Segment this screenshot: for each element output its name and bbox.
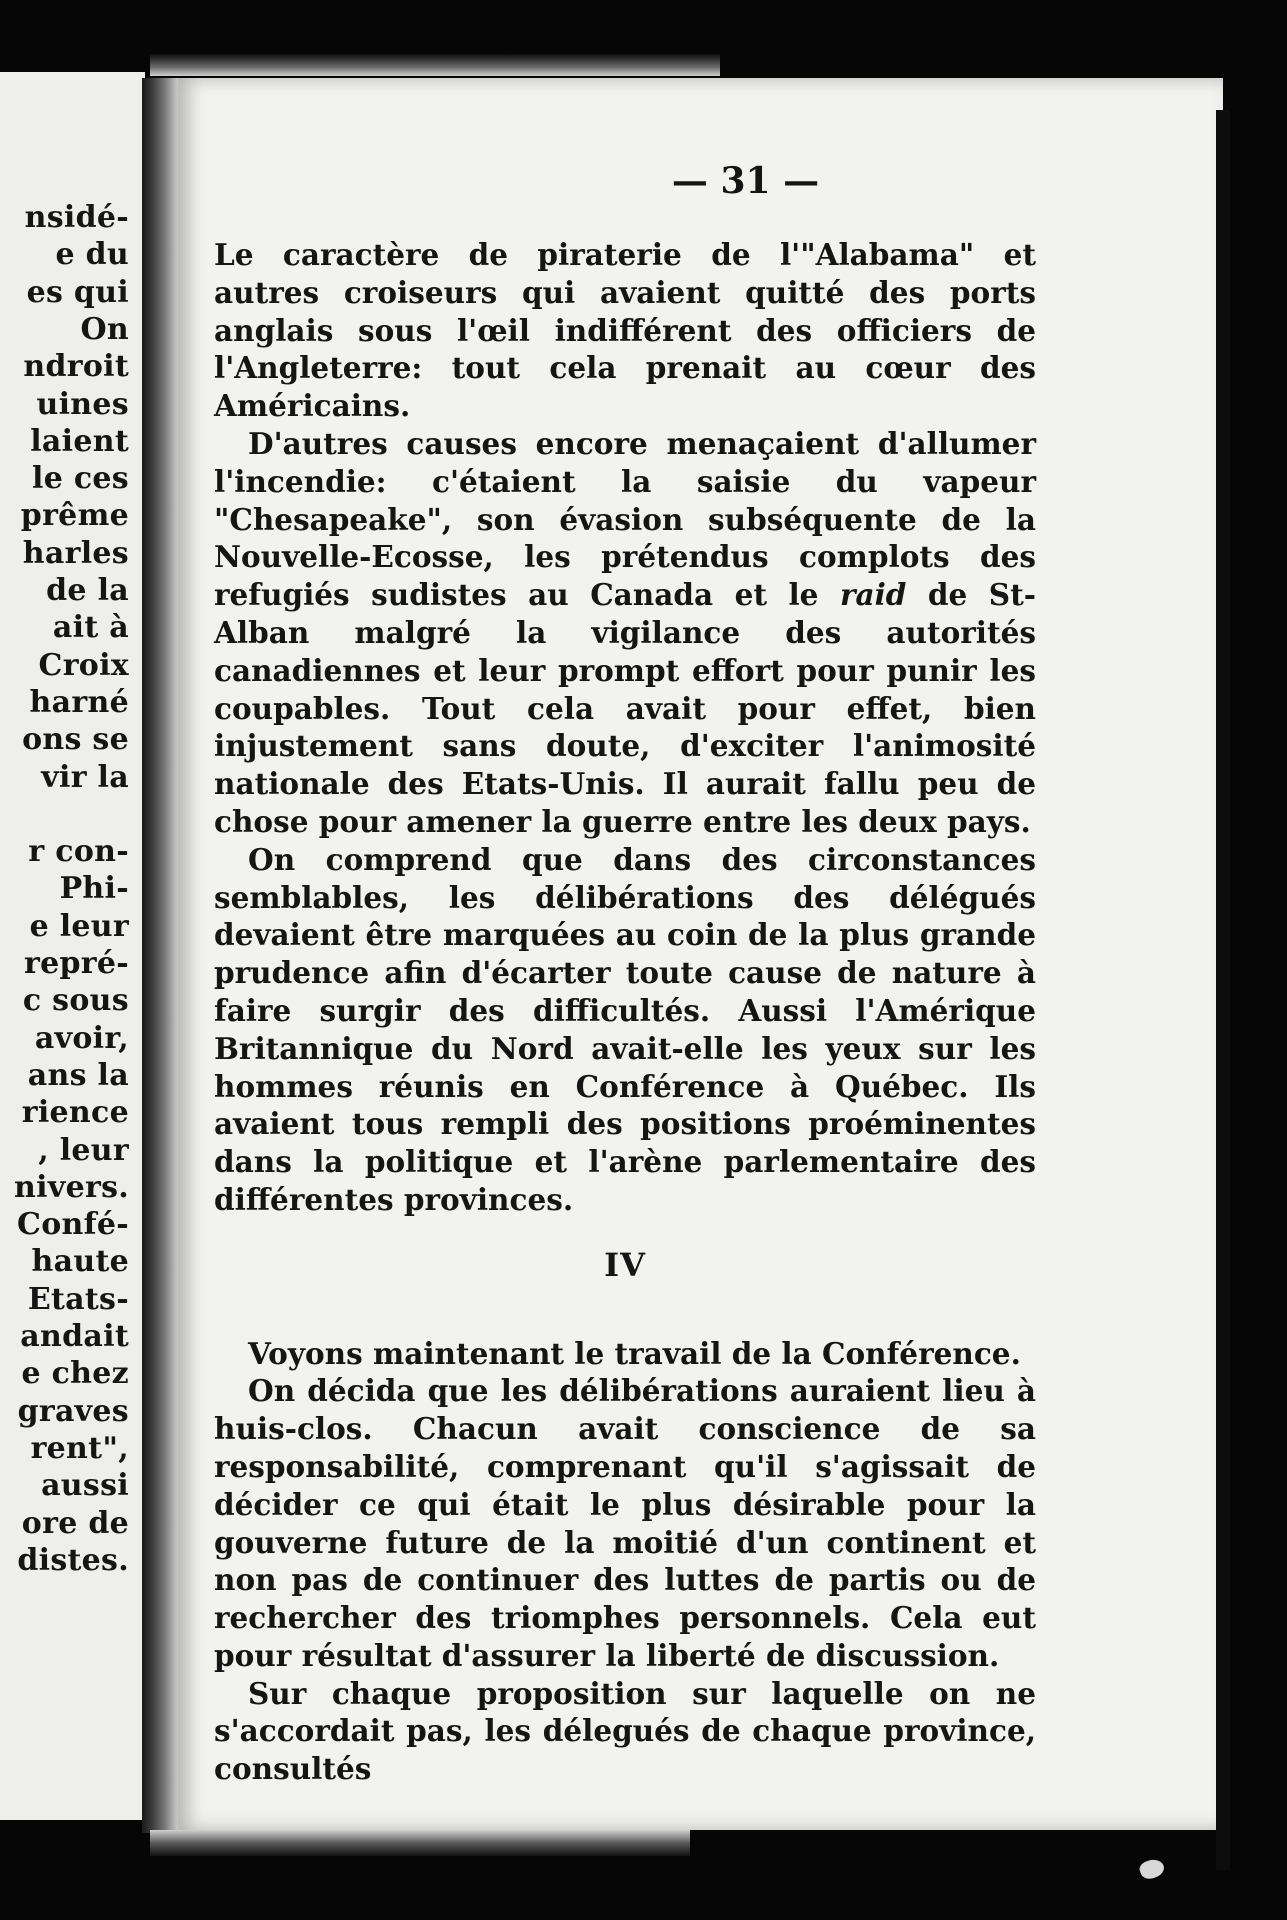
left-page-line-fragment: laient (30, 423, 129, 459)
page-right-edge (1216, 110, 1230, 1870)
paragraph: Voyons maintenant le travail de la Conférence. (248, 1335, 1021, 1371)
left-page-line-fragment: nsidé- (24, 200, 129, 235)
left-page-line-fragment: harné (29, 684, 129, 720)
paragraph: Sur chaque proposition sur laquelle on ne s'accordait pas, les délegués de chaque province, consultés (214, 1675, 1036, 1787)
italic-word: raid (839, 577, 907, 613)
left-page-line-fragment: e leur (29, 908, 129, 944)
left-page-line-fragment: avoir, (34, 1020, 129, 1056)
paragraph: On décida que les délibérations auraient lieu à huis-clos. Chacun avait conscience de sa responsabilité, comprenant qu'il s'agissait de décider ce qui était le plus désirable pour la gouverne future de la moitié d'un continent et non pas de continuer des luttes de partis ou de rechercher des triomphes personnels. Cela eut pour résultat d'assurer la liberté de discussion. (214, 1373, 1036, 1673)
left-page-line-fragment: Phi- (59, 871, 129, 907)
left-page-line-fragment: r con- (28, 834, 129, 870)
left-page-line-fragment: uines (36, 386, 129, 422)
left-page-line-fragment: Confé- (17, 1207, 129, 1243)
left-page-line-fragment: On (80, 311, 129, 347)
page-body (214, 236, 1036, 1788)
left-page-line-fragment: ans la (27, 1057, 129, 1093)
left-page-line-fragment: rience (21, 1095, 129, 1131)
left-page-line-fragment: andait (20, 1319, 129, 1354)
left-page-line-fragment: es qui (26, 274, 129, 310)
left-page-line-fragment: ait à (52, 610, 129, 646)
left-page-line-fragment: le ces (32, 461, 129, 497)
left-page-line-fragment: e du (55, 237, 129, 273)
paragraph-part: de St-Alban malgré la vigilance des autorités canadiennes et leur prompt effort pour punir les coupables. Tout cela avait pour effet, bien injustement sans doute, d'exciter l'animosité nationale des Etats-Unis. Il aurait fallu peu de chose pour amener la guerre entre les deux pays. (214, 577, 1036, 839)
left-page-line-fragment: Croix (38, 647, 129, 683)
paragraph: Le caractère de piraterie de l'"Alabama" et autres croiseurs qui avaient quitté des ports anglais sous l'œil indifférent des officiers de l'Angleterre: tout cela prenait au cœur des Américains. (214, 237, 1036, 424)
left-page-line-fragment: de la (46, 573, 129, 608)
paragraph (214, 425, 1036, 841)
left-page-line-fragment: nivers. (14, 1169, 129, 1205)
left-page-line-fragment: aussi (41, 1468, 129, 1504)
left-page-line-fragment: Etats- (27, 1281, 129, 1317)
page-top-edge (150, 54, 720, 76)
left-page-line-fragment: haute (31, 1244, 129, 1280)
left-facing-page (0, 72, 145, 1820)
left-page-line-fragment: ons se (22, 722, 129, 758)
left-page-line-fragment: c sous (22, 983, 129, 1019)
left-page-line-fragment: vir la (41, 759, 129, 795)
left-page-line-fragment: prême (20, 498, 129, 534)
right-page (178, 78, 1223, 1830)
left-page-line-fragment: rent", (30, 1430, 129, 1466)
left-page-line-fragment: repré- (23, 946, 129, 981)
left-page-line-fragment: graves (17, 1393, 129, 1429)
paragraph: On comprend que dans des circonstances semblables, les délibérations des délégués devaient être marquées au coin de la plus grande prudence afin d'écarter toute cause de nature à faire surgir des difficultés. Aussi l'Amérique Britannique du Nord avait-elle les yeux sur les hommes réunis en Conférence à Québec. Ils avaient tous rempli des positions proéminentes dans la politique et l'arène parlementaire des différentes provinces. (214, 841, 1036, 1217)
left-page-line-fragment: ore de (21, 1505, 129, 1541)
left-page-line-fragment: , leur (38, 1132, 129, 1168)
page-number: — 31 — (671, 160, 820, 202)
left-page-line-fragment: ndroit (23, 349, 129, 385)
paragraph-part: D'autres causes encore menaçaient d'allumer l'incendie: c'étaient la saisie du vapeur "Chesapeake", son évasion subséquente de la Nouvelle-Ecosse, les prétendus complots des refugiés sudistes au Canada et le (214, 425, 1036, 613)
section-heading: IV (604, 1245, 646, 1284)
left-page-line-fragment: harles (22, 535, 129, 571)
page-bottom-edge (150, 1830, 690, 1856)
left-page-line-fragment: e chez (21, 1356, 129, 1392)
left-page-line-fragment: distes. (17, 1542, 129, 1578)
scan-smudge (1138, 1856, 1167, 1881)
